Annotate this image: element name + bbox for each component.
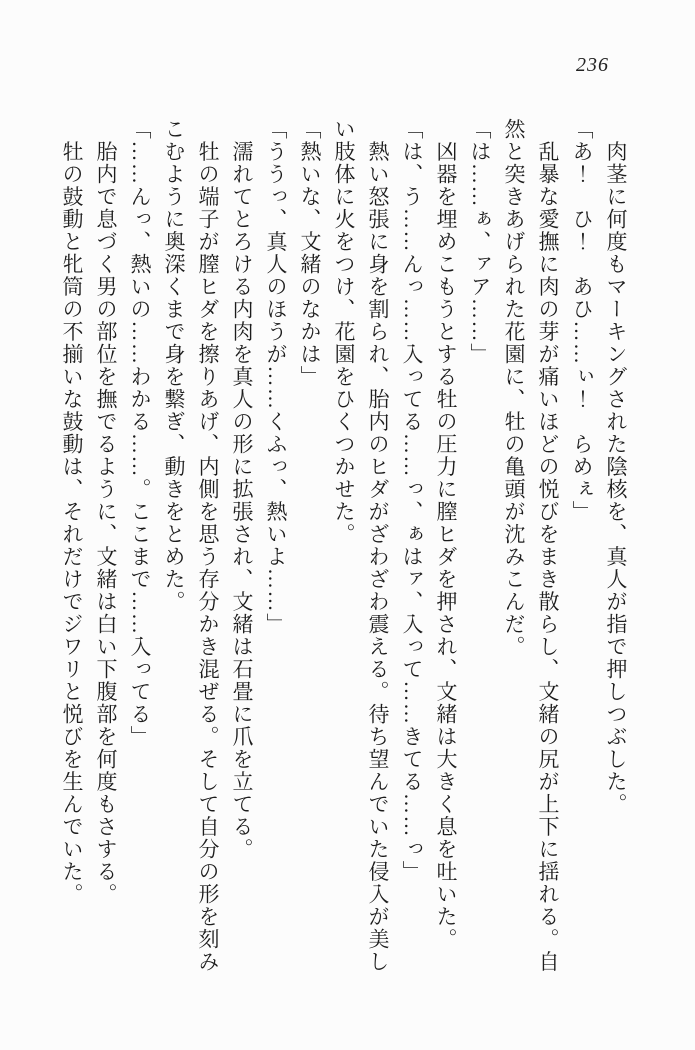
- paragraph: 熱い怒張に身を割られ、胎内のヒダがざわざわ震える。待ち望んでいた侵入が美しい肢体に火をつけ、花園をひくつかせた。: [332, 118, 390, 973]
- novel-text-block: [51, 118, 633, 978]
- paragraph: 牡の端子が膣ヒダを擦りあげ、内側を思う存分かき混ぜる。そして自分の形を刻みこむように奥深くまで身を繋ぎ、動きをとめた。: [162, 118, 220, 973]
- paragraph: 「ううっ、真人のほうが……くふっ、熱いよ……」: [264, 118, 288, 636]
- paragraph: 肉茎に何度もマーキングされた陰核を、真人が指で押しつぶした。: [604, 118, 628, 816]
- paragraph: 凶器を埋めこもうとする牡の圧力に膣ヒダを押され、文緒は大きく息を吐いた。: [434, 118, 458, 951]
- paragraph: 「あ！ ひ！ あひ……ぃ！ らめぇ」: [570, 118, 594, 523]
- paragraph: 濡れてとろける内肉を真人の形に拡張され、文緒は石畳に爪を立てる。: [230, 118, 254, 861]
- paragraph: 「……んっ、熱いの……わかる……。ここまで……入ってる」: [128, 118, 152, 748]
- paragraph: 「熱いな、文緒のなかは」: [298, 118, 322, 388]
- paragraph: 牡の鼓動と牝筒の不揃いな鼓動は、それだけでジワリと悦びを生んでいた。: [60, 118, 84, 906]
- paragraph: 乱暴な愛撫に肉の芽が痛いほどの悦びをまき散らし、文緒の尻が上下に揺れる。自然と突きあげられた花園に、牡の亀頭が沈みこんだ。: [502, 118, 560, 973]
- paragraph: 「は、う……んっ……入ってる……っ、ぁはァ、入って……きてる……っ」: [400, 118, 424, 883]
- paragraph: 胎内で息づく男の部位を撫でるように、文緒は白い下腹部を何度もさする。: [94, 118, 118, 906]
- paragraph: 「は……ぁ、ァア……」: [468, 118, 492, 366]
- page-number: 236: [576, 54, 609, 76]
